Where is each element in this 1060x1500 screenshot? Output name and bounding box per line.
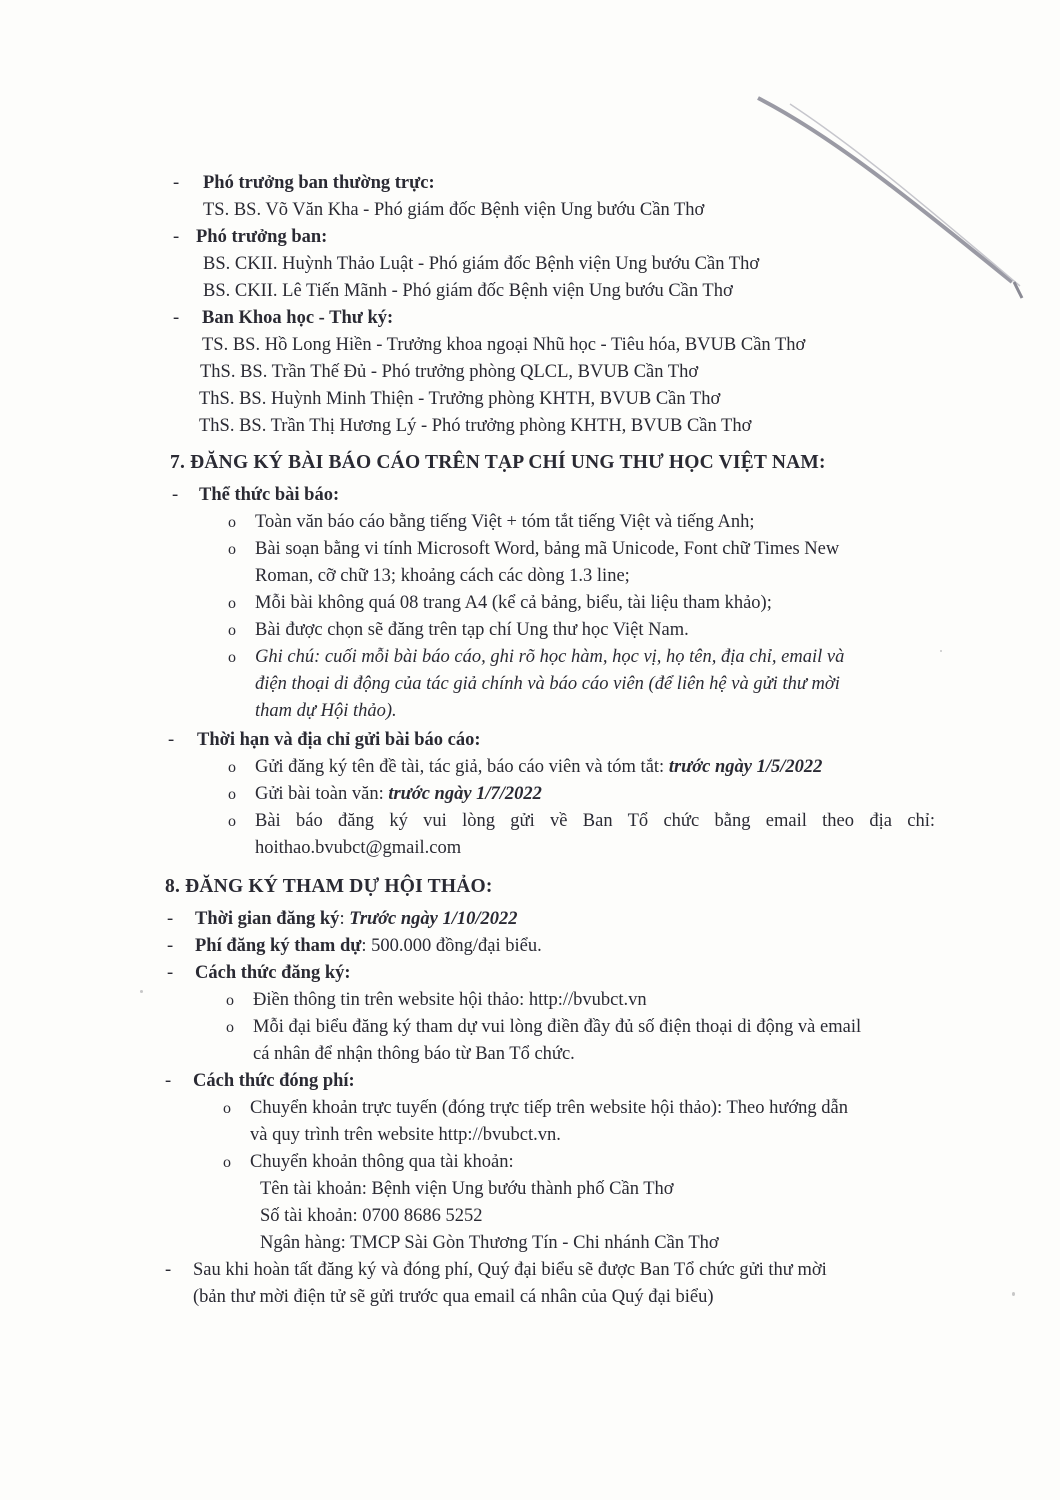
bullet-icon: o: [228, 759, 236, 776]
closing-text: Sau khi hoàn tất đăng ký và đóng phí, Quý đại biểu sẽ được Ban Tổ chức gửi thư mời: [193, 1260, 827, 1280]
bullet-icon: o: [228, 786, 236, 803]
list-dash: -: [165, 1260, 172, 1280]
vice-head-person: BS. CKII. Huỳnh Thảo Luật - Phó giám đốc Bệnh viện Ung bướu Cần Thơ: [203, 254, 760, 274]
bullet-icon: o: [228, 649, 236, 666]
vice-head-standing-line: [173, 170, 1060, 197]
format-item-text: Bài được chọn sẽ đăng trên tạp chí Ung thư học Việt Nam.: [255, 620, 689, 640]
format-item-text: Mỗi bài không quá 08 trang A4 (kể cả bảng, biểu, tài liệu tham khảo);: [255, 593, 772, 613]
deadline-date: trước ngày 1/5/2022: [668, 757, 823, 777]
bank-name: Ngân hàng: TMCP Sài Gòn Thương Tín - Chi nhánh Cần Thơ: [260, 1233, 719, 1253]
vice-head-standing-person: TS. BS. Võ Văn Kha - Phó giám đốc Bệnh viện Ung bướu Cần Thơ: [203, 200, 705, 220]
format-label: Thể thức bài báo:: [199, 485, 340, 505]
payment-label: Cách thức đóng phí:: [193, 1071, 355, 1091]
bullet-icon: o: [228, 595, 236, 612]
fee-value: : 500.000 đồng/đại biểu.: [361, 936, 542, 956]
list-dash: -: [165, 1071, 172, 1091]
format-note-text: Ghi chú: cuối mỗi bài báo cáo, ghi rõ học hàm, học vị, họ tên, địa chỉ, email và: [255, 647, 845, 667]
list-dash: -: [173, 173, 180, 193]
vice-head-label: Phó trưởng ban:: [196, 227, 328, 247]
science-person: ThS. BS. Trần Thế Đủ - Phó trưởng phòng QLCL, BVUB Cần Thơ: [200, 362, 699, 382]
list-dash: -: [168, 730, 175, 750]
deadline-item: [228, 781, 1060, 808]
method-line: [167, 960, 1060, 987]
time-label: Thời gian đăng ký: [195, 909, 340, 929]
bullet-icon: o: [226, 1019, 234, 1036]
bullet-icon: o: [228, 622, 236, 639]
method-item-continued: cá nhân để nhận thông báo từ Ban Tổ chức.: [253, 1044, 575, 1064]
science-person: TS. BS. Hồ Long Hiền - Trưởng khoa ngoại Nhũ học - Tiêu hóa, BVUB Cần Thơ: [202, 335, 806, 355]
format-note-continued: điện thoại di động của tác giả chính và báo cáo viên (để liên hệ và gửi thư mời: [255, 674, 840, 694]
email-address: hoithao.bvubct@gmail.com: [255, 838, 462, 858]
method-item: [226, 987, 1060, 1014]
list-dash: -: [167, 963, 174, 983]
deadline-item: [228, 808, 935, 835]
closing-text-continued: (bản thư mời điện tử sẽ gửi trước qua email cá nhân của Quý đại biểu): [193, 1287, 714, 1307]
account-name: Tên tài khoản: Bệnh viện Ung bướu thành phố Cần Thơ: [260, 1179, 674, 1199]
payment-item: [223, 1095, 1060, 1122]
list-dash: -: [167, 936, 174, 956]
format-item: [228, 590, 1060, 617]
document-body: [0, 170, 1060, 1311]
fee-line: [167, 933, 1060, 960]
format-item: [228, 536, 1060, 563]
time-value: Trước ngày 1/10/2022: [349, 909, 518, 929]
fee-label: Phí đăng ký tham dự: [195, 936, 362, 956]
deadline-item-text: Bài báo đăng ký vui lòng gửi về Ban Tổ chức bằng email theo địa chỉ:: [255, 811, 935, 831]
format-note: [228, 644, 1060, 671]
account-number: Số tài khoản: 0700 8686 5252: [260, 1206, 483, 1226]
payment-line: [165, 1068, 1060, 1095]
deadline-date: trước ngày 1/7/2022: [388, 784, 542, 804]
method-item-text: Mỗi đại biểu đăng ký tham dự vui lòng điền đầy đủ số điện thoại di động và email: [253, 1017, 862, 1037]
bullet-icon: o: [223, 1154, 231, 1171]
format-item-text: Toàn văn báo cáo bằng tiếng Việt + tóm tắt tiếng Việt và tiếng Anh;: [255, 512, 755, 532]
bullet-icon: o: [228, 514, 236, 531]
method-item: [226, 1014, 1060, 1041]
format-item-text: Bài soạn bằng vi tính Microsoft Word, bảng mã Unicode, Font chữ Times New: [255, 539, 840, 559]
deadline-item-text: Gửi đăng ký tên đề tài, tác giả, báo cáo viên và tóm tắt:: [255, 757, 669, 777]
vice-head-person: BS. CKII. Lê Tiến Mãnh - Phó giám đốc Bệnh viện Ung bướu Cần Thơ: [203, 281, 733, 301]
list-dash: -: [167, 909, 174, 929]
format-item: [228, 509, 1060, 536]
format-item: [228, 617, 1060, 644]
science-person: ThS. BS. Trần Thị Hương Lý - Phó trưởng phòng KHTH, BVUB Cần Thơ: [199, 416, 752, 436]
science-label: Ban Khoa học - Thư ký:: [202, 308, 394, 328]
payment-item-text: Chuyển khoản thông qua tài khoản:: [250, 1152, 514, 1172]
time-line: [167, 906, 1060, 933]
bullet-icon: o: [228, 541, 236, 558]
deadline-label: Thời hạn và địa chỉ gửi bài báo cáo:: [197, 730, 481, 750]
vice-head-line: [173, 224, 1060, 251]
format-line: [172, 482, 1060, 509]
section-7-heading: 7. ĐĂNG KÝ BÀI BÁO CÁO TRÊN TẠP CHÍ UNG THƯ HỌC VIỆT NAM:: [170, 452, 826, 473]
method-item-text: Điền thông tin trên website hội thảo: http://bvubct.vn: [253, 990, 647, 1010]
bullet-icon: o: [228, 813, 236, 830]
closing-line: [165, 1257, 1060, 1284]
bullet-icon: o: [223, 1100, 231, 1117]
deadline-item: [228, 754, 1060, 781]
science-line: [173, 305, 1060, 332]
list-dash: -: [172, 485, 179, 505]
payment-item-continued: và quy trình trên website http://bvubct.vn.: [250, 1125, 561, 1145]
payment-item: [223, 1149, 1060, 1176]
section-8-heading: 8. ĐĂNG KÝ THAM DỰ HỘI THẢO:: [165, 876, 493, 897]
science-person: ThS. BS. Huỳnh Minh Thiện - Trưởng phòng KHTH, BVUB Cần Thơ: [199, 389, 721, 409]
time-separator: :: [339, 909, 350, 929]
list-dash: -: [173, 227, 180, 247]
deadline-item-text: Gửi bài toàn văn:: [255, 784, 389, 804]
method-label: Cách thức đăng ký:: [195, 963, 351, 983]
vice-head-standing-label: Phó trưởng ban thường trực:: [203, 173, 435, 193]
payment-item-text: Chuyển khoản trực tuyến (đóng trực tiếp trên website hội thảo): Theo hướng dẫn: [250, 1098, 848, 1118]
format-item-continued: Roman, cỡ chữ 13; khoảng cách các dòng 1.3 line;: [255, 566, 630, 586]
deadline-line: [168, 727, 1060, 754]
format-note-continued: tham dự Hội thảo).: [255, 701, 397, 721]
bullet-icon: o: [226, 992, 234, 1009]
list-dash: -: [173, 308, 180, 328]
